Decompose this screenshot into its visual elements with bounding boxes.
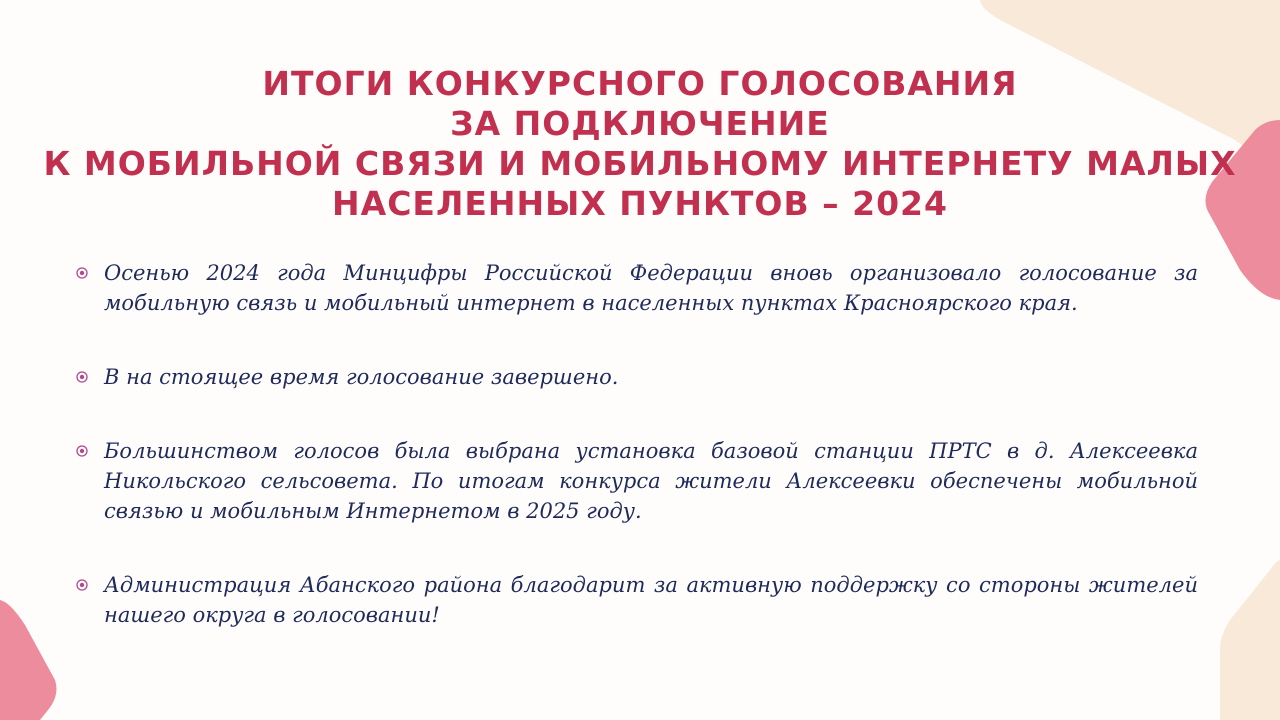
list-item (76, 570, 1198, 630)
bullet-text: Большинством голосов была выбрана установка базовой станции ПРТС в д. Алексеевка Никольского сельсовета. По итогам конкурса жители Алексеевки обеспечены мобильной связью и мобильным Интернетом в 2025 году. (104, 439, 1198, 523)
title-line-3: К МОБИЛЬНОЙ СВЯЗИ И МОБИЛЬНОМУ ИНТЕРНЕТУ МАЛЫХ (43, 144, 1237, 183)
title-line-4: НАСЕЛЕННЫХ ПУНКТОВ – 2024 (332, 184, 948, 223)
bullet-text: В на стоящее время голосование завершено. (104, 365, 619, 389)
bullet-text: Администрация Абанского района благодарит за активную поддержку со стороны жителей нашего округа в голосовании! (104, 573, 1198, 627)
ring-dot-bullet-icon (76, 579, 88, 591)
title-line-2: ЗА ПОДКЛЮЧЕНИЕ (450, 104, 830, 143)
bullet-list (76, 258, 1198, 630)
decor-pink-shape-bottom-left (0, 600, 60, 720)
ring-dot-bullet-icon (76, 267, 88, 279)
ring-dot-bullet-icon (76, 371, 88, 383)
title-line-1: ИТОГИ КОНКУРСНОГО ГОЛОСОВАНИЯ (262, 64, 1018, 103)
slide-title (40, 64, 1240, 224)
list-item (76, 436, 1198, 526)
ring-dot-bullet-icon (76, 445, 88, 457)
bullet-text: Осенью 2024 года Минцифры Российской Федерации вновь организовало голосование за мобильную связь и мобильный интернет в населенных пунктах Красноярского края. (104, 261, 1198, 315)
decor-peach-shape-bottom-right (1220, 560, 1280, 720)
list-item (76, 258, 1198, 318)
list-item (76, 362, 1198, 392)
